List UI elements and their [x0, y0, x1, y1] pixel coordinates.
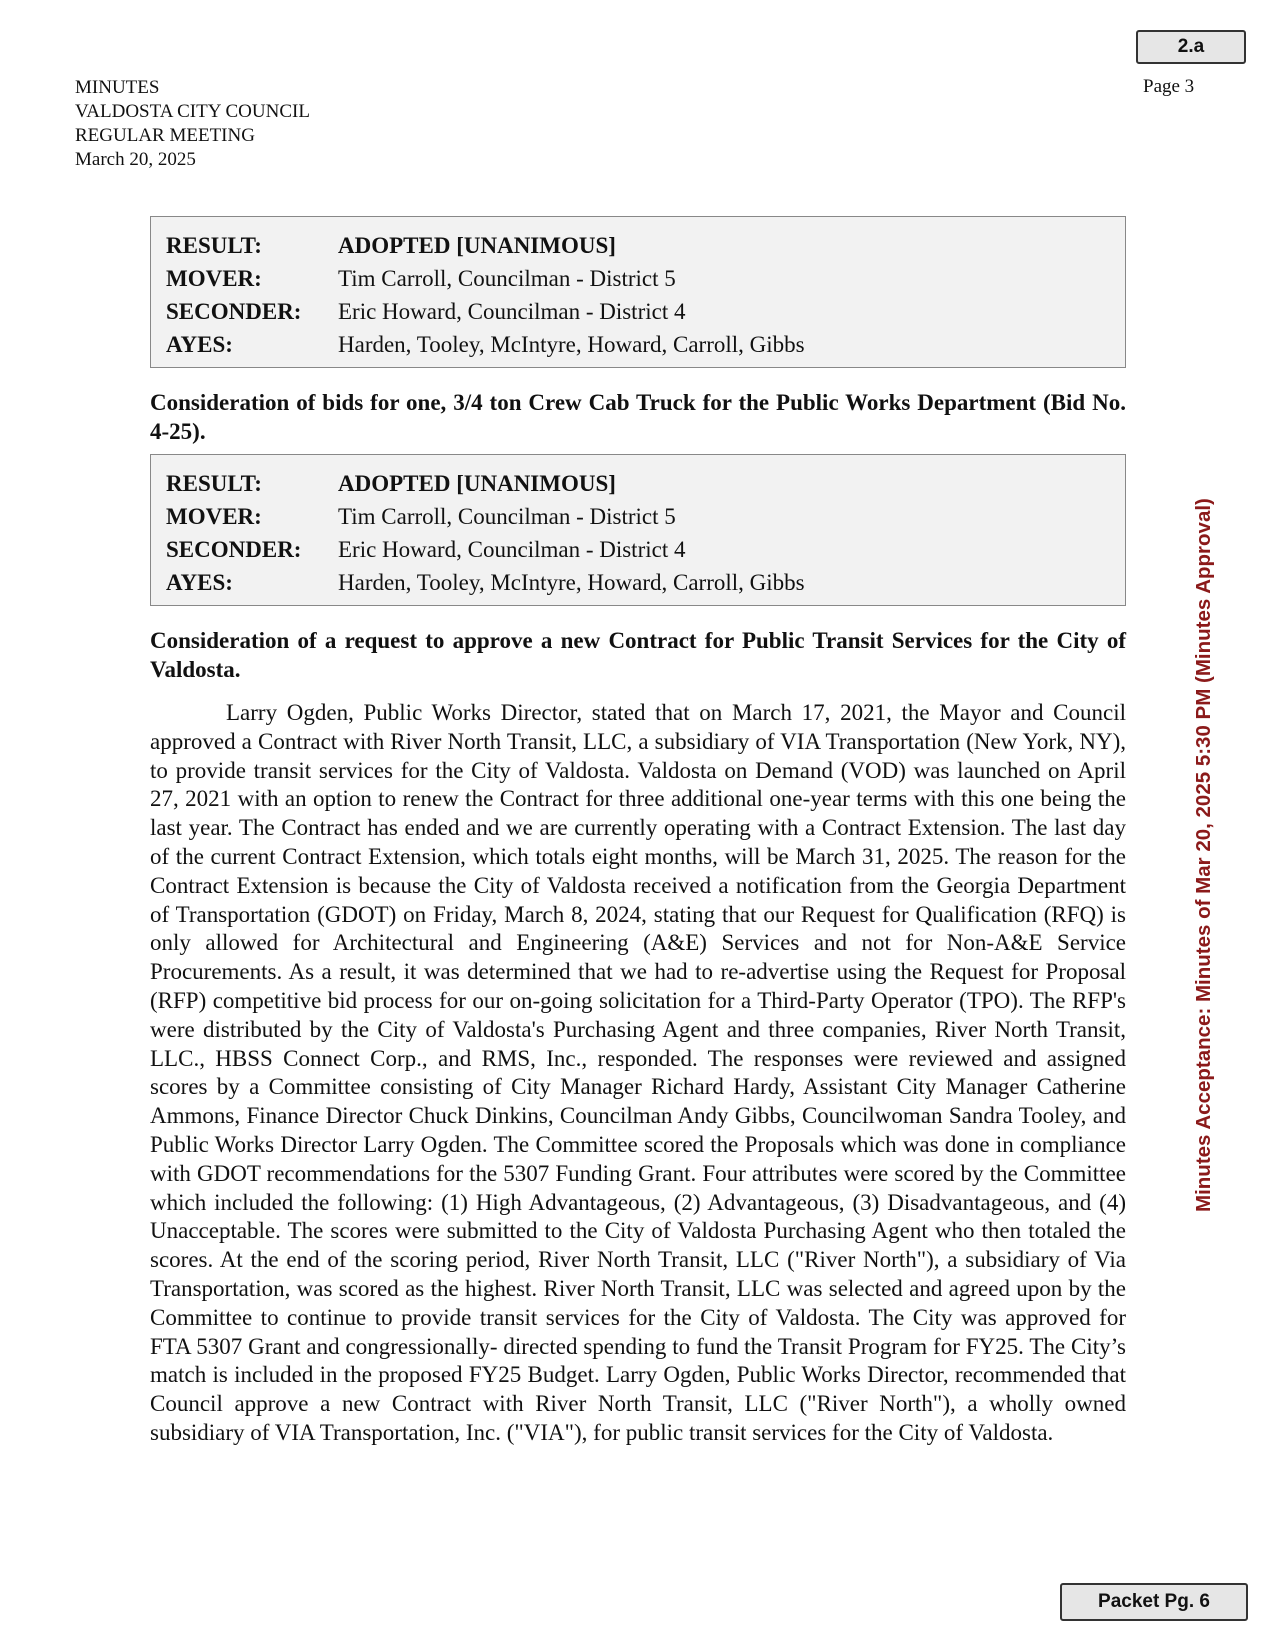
vote-ayes-row	[166, 328, 1125, 361]
packet-page-badge: Packet Pg. 6	[1060, 1583, 1248, 1621]
mover-value: Tim Carroll, Councilman - District 5	[338, 504, 676, 529]
vote-ayes-row	[166, 566, 1125, 599]
vote-result-row	[166, 467, 1125, 500]
ayes-value: Harden, Tooley, McIntyre, Howard, Carroll, Gibbs	[338, 570, 805, 595]
agenda-item-heading-truck-bid: Consideration of bids for one, 3/4 ton Crew Cab Truck for the Public Works Department (Bid No. 4-25).	[150, 390, 1126, 444]
agenda-item-heading-transit-contract: Consideration of a request to approve a new Contract for Public Transit Services for the City of Valdosta.	[150, 628, 1126, 682]
vote-result-row	[166, 229, 1125, 262]
vote-result-box-2	[150, 454, 1126, 606]
header-line-date: March 20, 2025	[75, 149, 196, 170]
header-line-minutes: MINUTES	[75, 77, 160, 98]
ayes-value: Harden, Tooley, McIntyre, Howard, Carroll, Gibbs	[338, 332, 805, 357]
ayes-label: AYES:	[166, 332, 233, 357]
vote-seconder-row	[166, 295, 1125, 328]
seconder-label: SECONDER:	[166, 537, 302, 562]
header-line-council: VALDOSTA CITY COUNCIL	[75, 101, 310, 122]
mover-value: Tim Carroll, Councilman - District 5	[338, 266, 676, 291]
result-value: ADOPTED [UNANIMOUS]	[338, 471, 616, 496]
seconder-label: SECONDER:	[166, 299, 302, 324]
result-label: RESULT:	[166, 471, 262, 496]
vote-mover-row	[166, 500, 1125, 533]
seconder-value: Eric Howard, Councilman - District 4	[338, 537, 686, 562]
item-tag-badge: 2.a	[1136, 30, 1246, 64]
mover-label: MOVER:	[166, 266, 262, 291]
vote-mover-row	[166, 262, 1125, 295]
seconder-value: Eric Howard, Councilman - District 4	[338, 299, 686, 324]
minutes-header	[75, 76, 310, 172]
header-line-meeting: REGULAR MEETING	[75, 125, 255, 146]
ayes-label: AYES:	[166, 570, 233, 595]
result-label: RESULT:	[166, 233, 262, 258]
page-number: Page 3	[1143, 76, 1195, 97]
minutes-acceptance-stamp: Minutes Acceptance: Minutes of Mar 20, 2025 5:30 PM (Minutes Approval)	[1192, 498, 1215, 1212]
transit-contract-discussion-paragraph: Larry Ogden, Public Works Director, stated that on March 17, 2021, the Mayor and Council approved a Contract with River North Transit, LLC, a subsidiary of VIA Transportation (New York, NY), to provide transit services for the City of Valdosta. Valdosta on Demand (VOD) was launched on April 27, 2021 with an option to renew the Contract for three additional one-year terms with this one being the last year. The Contract has ended and we are currently operating with a Contract Extension. The last day of the current Contract Extension, which totals eight months, will be March 31, 2025. The reason for the Contract Extension is because the City of Valdosta received a notification from the Georgia Department of Transportation (GDOT) on Friday, March 8, 2024, stating that our Request for Qualification (RFQ) is only allowed for Architectural and Engineering (A&E) Services and not for Non-A&E Service Procurements. As a result, it was determined that we had to re-advertise using the Request for Proposal (RFP) competitive bid process for our on-going solicitation for a Third-Party Operator (TPO). The RFP's were distributed by the City of Valdosta's Purchasing Agent and three companies, River North Transit, LLC., HBSS Connect Corp., and RMS, Inc., responded. The responses were reviewed and assigned scores by a Committee consisting of City Manager Richard Hardy, Assistant City Manager Catherine Ammons, Finance Director Chuck Dinkins, Councilman Andy Gibbs, Councilwoman Sandra Tooley, and Public Works Director Larry Ogden. The Committee scored the Proposals which was done in compliance with GDOT recommendations for the 5307 Funding Grant. Four attributes were scored by the Committee which included the following: (1) High Advantageous, (2) Advantageous, (3) Disadvantageous, and (4) Unacceptable. The scores were submitted to the City of Valdosta Purchasing Agent who then totaled the scores. At the end of the scoring period, River North Transit, LLC ("River North"), a subsidiary of Via Transportation, was scored as the highest. River North Transit, LLC was selected and agreed upon by the Committee to continue to provide transit services for the City of Valdosta. The City was approved for FTA 5307 Grant and congressionally- directed spending to fund the Transit Program for FY25. The City’s match is included in the proposed FY25 Budget. Larry Ogden, Public Works Director, recommended that Council approve a new Contract with River North Transit, LLC ("River North"), a wholly owned subsidiary of VIA Transportation, Inc. ("VIA"), for public transit services for the City of Valdosta.	[150, 700, 1126, 1445]
vote-seconder-row	[166, 533, 1125, 566]
vote-result-box-1	[150, 216, 1126, 368]
result-value: ADOPTED [UNANIMOUS]	[338, 233, 616, 258]
mover-label: MOVER:	[166, 504, 262, 529]
